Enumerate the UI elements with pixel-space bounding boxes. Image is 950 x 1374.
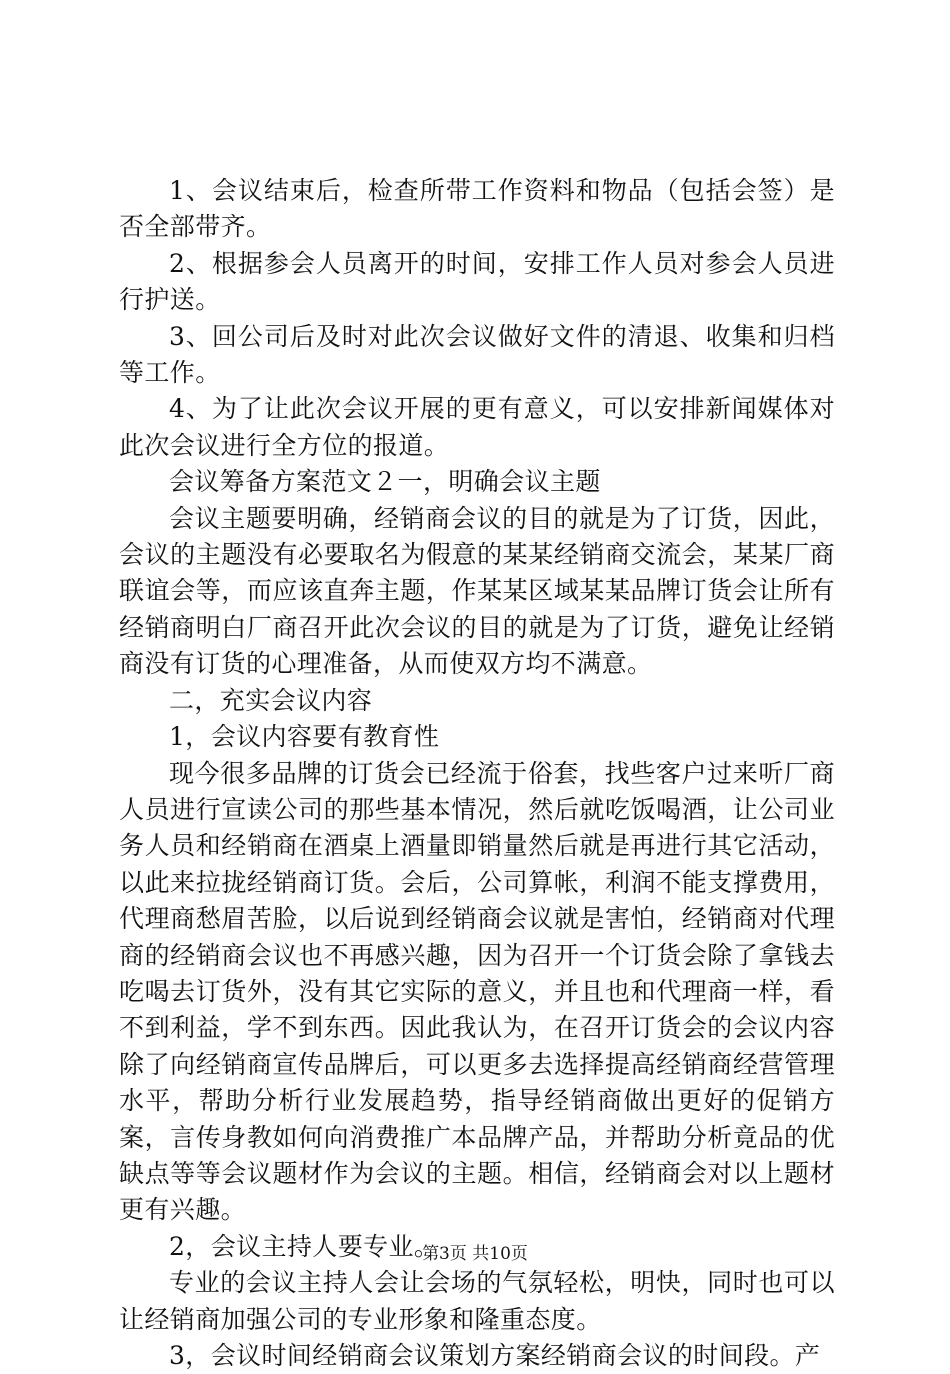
paragraph-education: 现今很多品牌的订货会已经流于俗套，找些客户过来听厂商人员进行宣读公司的那些基本情况，然后就吃饭喝酒，让公司业务人员和经销商在酒桌上酒量即销量然后就是再进行其它活动，以此来拉拢经销商订货。会后，公司算帐，利润不能支撑费用，代理商愁眉苦脸，以后说到经销商会议就是害怕，经销商对代理商的经销商会议也不再感兴趣，因为召开一个订货会除了拿钱去吃喝去订货外，没有其它实际的意义，并且也和代理商一样，看不到利益，学不到东西。因此我认为，在召开订货会的会议内容除了向经销商宣传品牌后，可以更多去选择提高经销商经营管理水平，帮助分析行业发展趋势，指导经销商做出更好的促销方案，言传身教如何向消费推广本品牌产品，并帮助分析竟品的优缺点等等会议题材作为会议的主题。相信，经销商会对以上题材更有兴趣。 — [119, 758, 835, 1225]
paragraph-3: 3、回公司后及时对此次会议做好文件的清退、收集和归档等工作。 — [119, 321, 835, 388]
subheading-content: 二，充实会议内容 — [169, 685, 373, 715]
paragraph-2: 2、根据参会人员离开的时间，安排工作人员对参会人员进行护送。 — [119, 248, 835, 315]
section-heading: 会议筹备方案范文２一，明确会议主题 — [169, 467, 601, 497]
subheading-education: 1，会议内容要有教育性 — [169, 722, 440, 752]
page-footer: 第3页 共10页 — [422, 1244, 528, 1264]
paragraph-theme: 会议主题要明确，经销商会议的目的就是为了订货，因此，会议的主题没有必要取名为假意的某某经销商交流会，某某厂商联谊会等，而应该直奔主题，作某某区域某某品牌订货会让所有经销商明白厂商召开此次会议的目的就是为了订货，避免让经销商没有订货的心理准备，从而使双方均不满意。 — [119, 503, 835, 679]
paragraph-1: 1、会议结束后，检查所带工作资料和物品（包括会签）是否全部带齐。 — [119, 176, 835, 242]
paragraph-time: 3，会议时间经销商会议策划方案经销商会议的时间段。产 — [169, 1341, 821, 1370]
paragraph-4: 4、为了让此次会议开展的更有意义，可以安排新闻媒体对此次会议进行全方位的报道。 — [119, 394, 835, 460]
document-body — [119, 173, 835, 1374]
subheading-host: 2，会议主持人要专业。 — [169, 1231, 440, 1261]
paragraph-host: 专业的会议主持人会让会场的气氛轻松，明快，同时也可以让经销商加强公司的专业形象和隆重态度。 — [119, 1268, 835, 1334]
